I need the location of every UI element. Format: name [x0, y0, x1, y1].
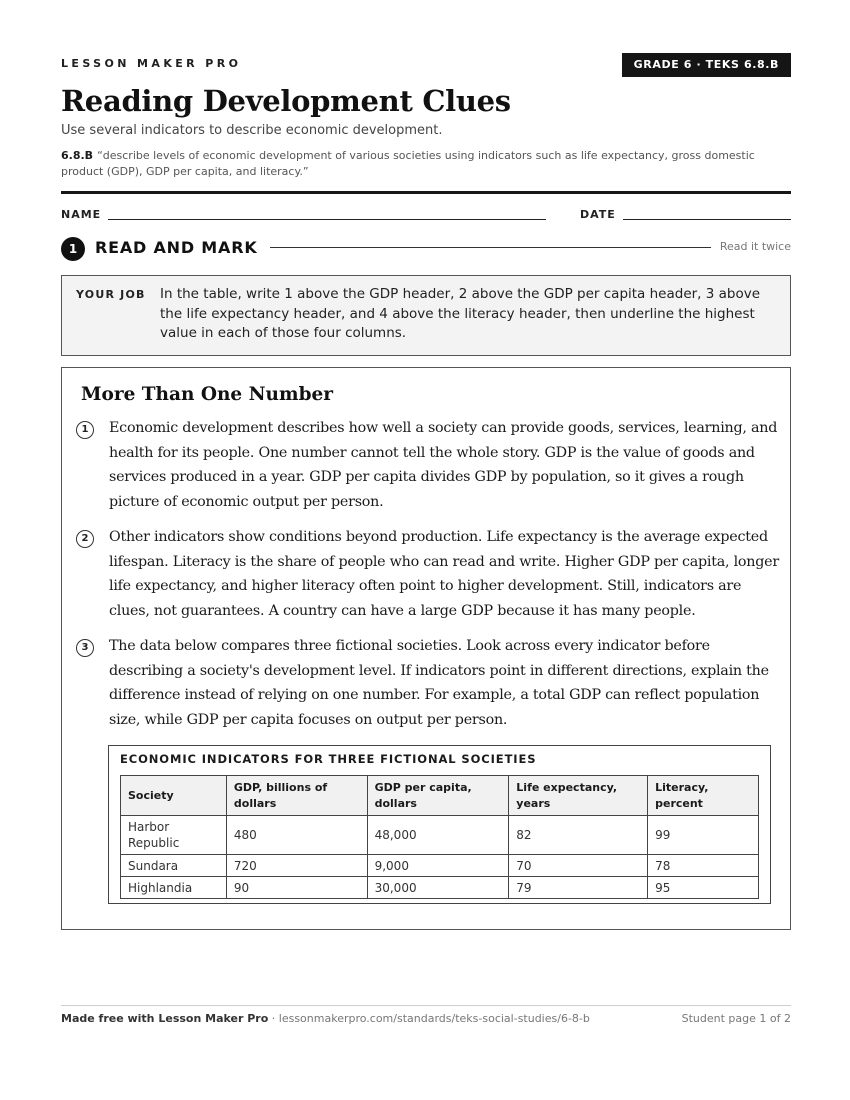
section-number-badge: 1 [61, 237, 85, 261]
section-divider [270, 247, 711, 248]
table-header-row [121, 776, 759, 816]
your-job-label: YOUR JOB [76, 288, 146, 301]
section-note: Read it twice [719, 240, 791, 253]
footer-made-with: Made free with Lesson Maker Pro [61, 1012, 269, 1025]
header-society[interactable]: Society [121, 776, 227, 816]
your-job-box [61, 275, 791, 356]
table-row [121, 877, 759, 899]
grade-badge: GRADE 6 · TEKS 6.8.B [622, 53, 791, 77]
cell-gdp[interactable]: 720 [226, 855, 367, 877]
cell-life-expectancy[interactable]: 70 [509, 855, 648, 877]
date-label: DATE [580, 208, 616, 221]
paragraph-2: Other indicators show conditions beyond production. Life expectancy is the average expected lifespan. Literacy is the share of people who can read and write. Higher GDP per capita, longer life expectancy, and higher literacy often point to higher development. Still, indicators are clues, not guarantees. A country can have a large GDP because it has many people. [109, 529, 779, 619]
reading-passage [61, 367, 791, 930]
cell-life-expectancy[interactable]: 82 [509, 816, 648, 855]
paragraph-1: Economic development describes how well a society can provide goods, services, learning, and health for its people. One number cannot tell the whole story. GDP is the value of goods and services produced in a year. GDP per capita divides GDP by population, so it gives a rough picture of economic output per person. [109, 420, 778, 510]
page-subtitle: Use several indicators to describe economic development. [61, 123, 443, 138]
cell-gdp[interactable]: 480 [226, 816, 367, 855]
cell-gdp[interactable]: 90 [226, 877, 367, 899]
cell-literacy[interactable]: 78 [648, 855, 759, 877]
page-title: Reading Development Clues [61, 84, 511, 118]
cell-gdp-per-capita[interactable]: 48,000 [367, 816, 509, 855]
name-field[interactable] [108, 219, 546, 220]
header-life-expectancy[interactable]: Life expectancy, years [509, 776, 648, 816]
standard-description [61, 148, 791, 180]
cell-life-expectancy[interactable]: 79 [509, 877, 648, 899]
footer-page-number: Student page 1 of 2 [681, 1012, 791, 1025]
header-gdp[interactable]: GDP, billions of dollars [226, 776, 367, 816]
footer-credit [61, 1012, 590, 1025]
indicators-table [120, 775, 759, 899]
data-table-box [108, 745, 771, 904]
cell-gdp-per-capita[interactable]: 9,000 [367, 855, 509, 877]
table-row [121, 816, 759, 855]
paragraph-3: The data below compares three fictional societies. Look across every indicator before describing a society's development level. If indicators point in different directions, explain the difference instead of relying on one number. For example, a total GDP can reflect population size, while GDP per capita focuses on output per person. [109, 638, 769, 728]
paragraph-number-2: 2 [76, 530, 94, 548]
paragraph-number-1: 1 [76, 421, 94, 439]
worksheet-page [61, 0, 791, 1100]
your-job-text: In the table, write 1 above the GDP header, 2 above the GDP per capita header, 3 above the life expectancy header, and 4 above the literacy header, then underline the highest value in each of those four columns. [160, 286, 761, 341]
name-label: NAME [61, 208, 102, 221]
header-divider [61, 191, 791, 194]
cell-literacy[interactable]: 95 [648, 877, 759, 899]
reading-title: More Than One Number [81, 384, 334, 405]
footer-divider [61, 1005, 791, 1006]
table-caption: ECONOMIC INDICATORS FOR THREE FICTIONAL SOCIETIES [120, 752, 537, 766]
brand-name: LESSON MAKER PRO [61, 57, 242, 70]
table-row [121, 855, 759, 877]
section-title: READ AND MARK [95, 238, 258, 257]
standard-code: 6.8.B [61, 149, 94, 162]
cell-society: Highlandia [121, 877, 227, 899]
cell-society: Sundara [121, 855, 227, 877]
paragraph-number-3: 3 [76, 639, 94, 657]
standard-text: “describe levels of economic development of various societies using indicators such as life expectancy, gross domestic product (GDP), GDP per capita, and literacy.” [61, 149, 755, 178]
header-gdp-per-capita[interactable]: GDP per capita, dollars [367, 776, 509, 816]
cell-literacy[interactable]: 99 [648, 816, 759, 855]
cell-society: Harbor Republic [121, 816, 227, 855]
header-literacy[interactable]: Literacy, percent [648, 776, 759, 816]
footer-url[interactable]: · lessonmakerpro.com/standards/teks-social-studies/6-8-b [268, 1012, 590, 1025]
cell-gdp-per-capita[interactable]: 30,000 [367, 877, 509, 899]
date-field[interactable] [623, 219, 791, 220]
